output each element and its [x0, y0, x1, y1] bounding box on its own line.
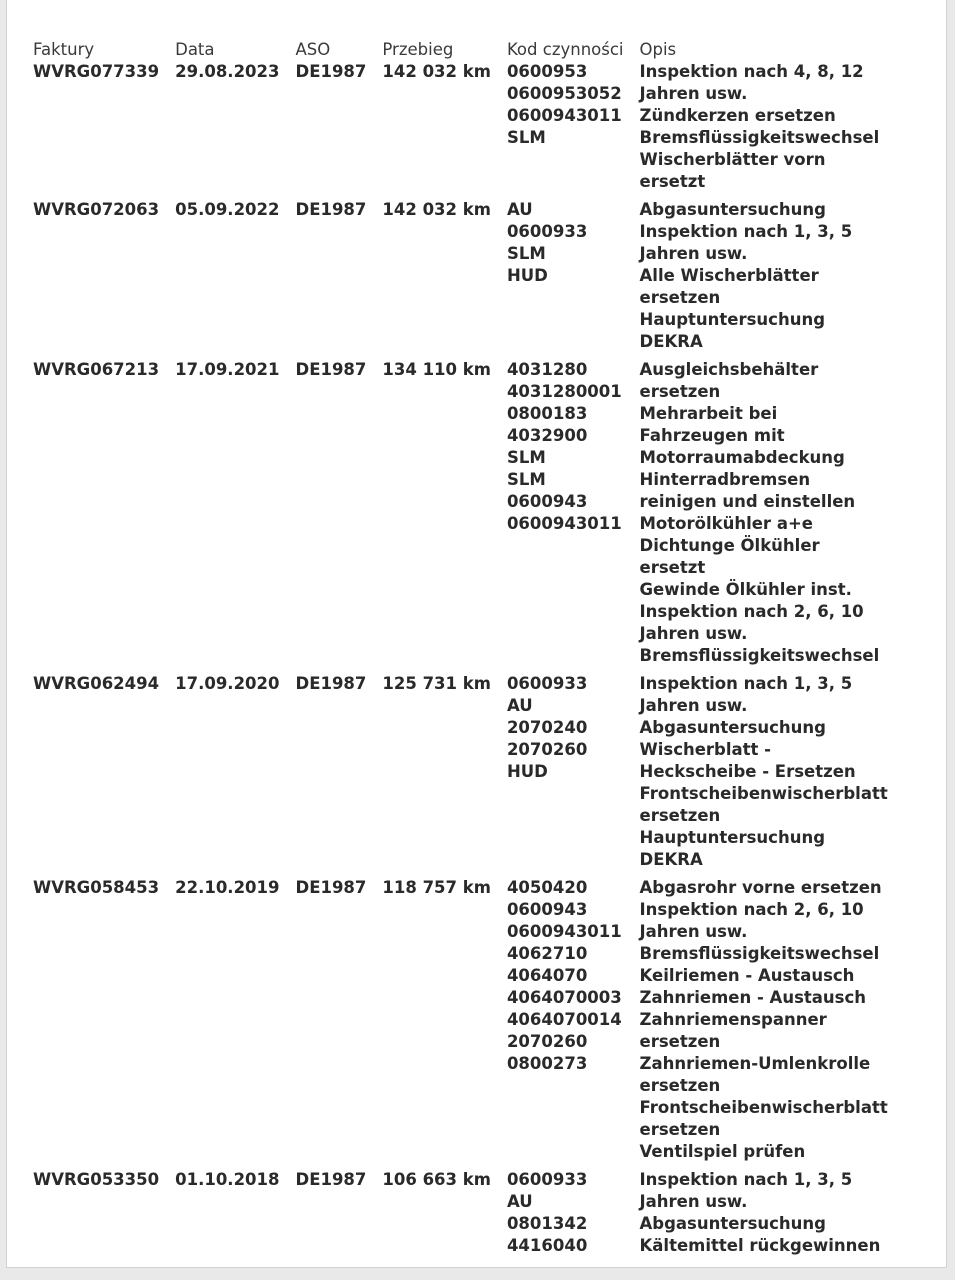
date-cell: 17.09.2020	[175, 674, 280, 693]
description-line: ersetzt	[639, 558, 706, 577]
operation-code: SLM	[506, 448, 546, 467]
description-line: ersetzen	[639, 382, 721, 401]
description-line: Dichtunge Ölkühler	[639, 536, 820, 555]
operation-code: SLM	[506, 470, 546, 489]
description-line: Bremsflüssigkeitswechsel	[639, 128, 880, 147]
operation-code: 0600943	[506, 900, 588, 919]
invoice-number-cell: WVRG067213	[33, 360, 160, 379]
operation-code: 0600943011	[506, 514, 622, 533]
table-header-row	[33, 34, 902, 61]
operation-code: SLM	[506, 128, 546, 147]
description-line: ersetzen	[639, 1076, 721, 1095]
column-header-date: Data	[175, 40, 215, 59]
description-line: ersetzen	[639, 288, 721, 307]
description-line: Abgasuntersuchung	[639, 200, 826, 219]
column-header-codes: Kod czynności	[506, 40, 624, 59]
operation-code: 4031280	[506, 360, 588, 379]
description-line: Abgasrohr vorne ersetzen	[639, 878, 882, 897]
description-line: Keilriemen - Austausch	[639, 966, 855, 985]
description-line: Jahren usw.	[639, 84, 748, 103]
date-cell: 01.10.2018	[175, 1170, 280, 1189]
description-line: Motorölkühler a+e	[639, 514, 813, 533]
description-line: Zahnriemenspanner	[639, 1010, 827, 1029]
invoice-number-cell: WVRG077339	[33, 62, 160, 81]
description-cell	[640, 670, 902, 874]
description-line: Frontscheibenwischerblatt	[639, 1098, 888, 1117]
operation-code: 0600933	[506, 1170, 588, 1189]
operation-code: AU	[506, 1192, 533, 1211]
description-cell	[640, 874, 902, 1166]
description-line: Inspektion nach 1, 3, 5	[639, 1170, 853, 1189]
invoice-number-cell: WVRG072063	[33, 200, 160, 219]
operation-code: AU	[506, 696, 533, 715]
operation-code: 0800273	[506, 1054, 588, 1073]
operation-codes-cell	[507, 874, 640, 1166]
description-line: Zahnriemen-Umlenkrolle	[639, 1054, 871, 1073]
operation-code: 4416040	[506, 1236, 588, 1255]
description-cell	[640, 356, 902, 670]
description-line: Wischerblätter vorn	[639, 150, 826, 169]
description-line: DEKRA	[639, 332, 703, 351]
column-header-mileage: Przebieg	[382, 40, 454, 59]
operation-code: 0800183	[506, 404, 588, 423]
description-line: Heckscheibe - Ersetzen	[639, 762, 856, 781]
description-line: Jahren usw.	[639, 624, 748, 643]
description-line: Inspektion nach 4, 8, 12	[639, 62, 864, 81]
description-line: Mehrarbeit bei	[639, 404, 778, 423]
operation-code: 0801342	[506, 1214, 588, 1233]
dealer-code-cell: DE1987	[295, 200, 367, 219]
operation-codes-cell	[507, 356, 640, 670]
description-cell	[640, 196, 902, 356]
description-line: Inspektion nach 2, 6, 10	[639, 602, 864, 621]
operation-codes-cell	[507, 196, 640, 356]
operation-code: SLM	[506, 244, 546, 263]
description-line: Zündkerzen ersetzen	[639, 106, 836, 125]
description-line: Wischerblatt -	[639, 740, 772, 759]
dealer-code-cell: DE1987	[295, 1170, 367, 1189]
dealer-code-cell: DE1987	[295, 62, 367, 81]
operation-code: 0600933	[506, 222, 588, 241]
operation-codes-cell	[507, 670, 640, 874]
operation-code: 2070260	[506, 740, 588, 759]
service-history-table	[33, 34, 902, 1263]
description-cell	[640, 61, 902, 196]
operation-code: 4062710	[506, 944, 588, 963]
operation-code: 0600943011	[506, 922, 622, 941]
description-line: Hinterradbremsen	[639, 470, 811, 489]
invoice-number-cell: WVRG058453	[33, 878, 160, 897]
description-line: Fahrzeugen mit	[639, 426, 785, 445]
operation-code: 4032900	[506, 426, 588, 445]
dealer-code-cell: DE1987	[295, 360, 367, 379]
description-line: Gewinde Ölkühler inst.	[639, 580, 852, 599]
description-line: Abgasuntersuchung	[639, 718, 826, 737]
dealer-code-cell: DE1987	[295, 674, 367, 693]
operation-codes-cell	[507, 1166, 640, 1260]
description-line: Bremsflüssigkeitswechsel	[639, 646, 880, 665]
column-header-description: Opis	[639, 40, 677, 59]
description-line: Ausgleichsbehälter	[639, 360, 819, 379]
mileage-cell: 142 032 km	[382, 62, 491, 81]
operation-code: 4031280001	[506, 382, 622, 401]
description-line: Alle Wischerblätter	[639, 266, 819, 285]
description-line: Bremsflüssigkeitswechsel	[639, 944, 880, 963]
mileage-cell: 134 110 km	[382, 360, 491, 379]
invoice-number-cell: WVRG053350	[33, 1170, 160, 1189]
date-cell: 05.09.2022	[175, 200, 280, 219]
invoice-number-cell: WVRG062494	[33, 674, 160, 693]
description-line: ersetzen	[639, 1120, 721, 1139]
description-line: Inspektion nach 2, 6, 10	[639, 900, 864, 919]
description-line: Hauptuntersuchung	[639, 828, 826, 847]
description-line: Abgasuntersuchung	[639, 1214, 826, 1233]
description-line: DEKRA	[639, 850, 703, 869]
table-row	[33, 874, 902, 1166]
mileage-cell: 125 731 km	[382, 674, 491, 693]
mileage-cell: 106 663 km	[382, 1170, 491, 1189]
mileage-cell: 118 757 km	[382, 878, 491, 897]
description-line: Jahren usw.	[639, 1192, 748, 1211]
description-line: Hauptuntersuchung	[639, 310, 826, 329]
description-line: reinigen und einstellen	[639, 492, 856, 511]
mileage-cell: 142 032 km	[382, 200, 491, 219]
description-line: Ventilspiel prüfen	[639, 1142, 806, 1161]
operation-code: 4064070014	[506, 1010, 622, 1029]
description-cell	[640, 1166, 902, 1260]
date-cell: 17.09.2021	[175, 360, 280, 379]
operation-code: 0600943	[506, 492, 588, 511]
operation-code: 4064070	[506, 966, 588, 985]
description-line: ersetzen	[639, 806, 721, 825]
operation-code: 2070240	[506, 718, 588, 737]
operation-code: 0600943011	[506, 106, 622, 125]
description-line: Jahren usw.	[639, 696, 748, 715]
description-line: Inspektion nach 1, 3, 5	[639, 222, 853, 241]
table-row	[33, 670, 902, 874]
table-row	[33, 196, 902, 356]
description-line: Inspektion nach 1, 3, 5	[639, 674, 853, 693]
operation-code: 2070260	[506, 1032, 588, 1051]
date-cell: 22.10.2019	[175, 878, 280, 897]
service-history-panel	[6, 0, 947, 1268]
column-header-dealer: ASO	[295, 40, 331, 59]
description-line: Zahnriemen - Austausch	[639, 988, 867, 1007]
description-line: ersetzt	[639, 172, 706, 191]
date-cell: 29.08.2023	[175, 62, 280, 81]
operation-code: HUD	[506, 266, 548, 285]
description-line: Kältemittel rückgewinnen	[639, 1236, 881, 1255]
description-line: Jahren usw.	[639, 922, 748, 941]
description-line: Jahren usw.	[639, 244, 748, 263]
dealer-code-cell: DE1987	[295, 878, 367, 897]
operation-code: 0600953052	[506, 84, 622, 103]
operation-code: 0600953	[506, 62, 588, 81]
table-row	[33, 356, 902, 670]
table-row	[33, 1166, 902, 1260]
operation-code: 0600933	[506, 674, 588, 693]
operation-code: 4050420	[506, 878, 588, 897]
description-line: Motorraumabdeckung	[639, 448, 845, 467]
description-line: Frontscheibenwischerblatt	[639, 784, 888, 803]
table-body	[33, 61, 902, 1260]
column-header-invoice: Faktury	[33, 40, 95, 59]
table-row	[33, 61, 902, 196]
description-line: ersetzen	[639, 1032, 721, 1051]
operation-code: HUD	[506, 762, 548, 781]
operation-codes-cell	[507, 61, 640, 196]
operation-code: AU	[506, 200, 533, 219]
operation-code: 4064070003	[506, 988, 622, 1007]
